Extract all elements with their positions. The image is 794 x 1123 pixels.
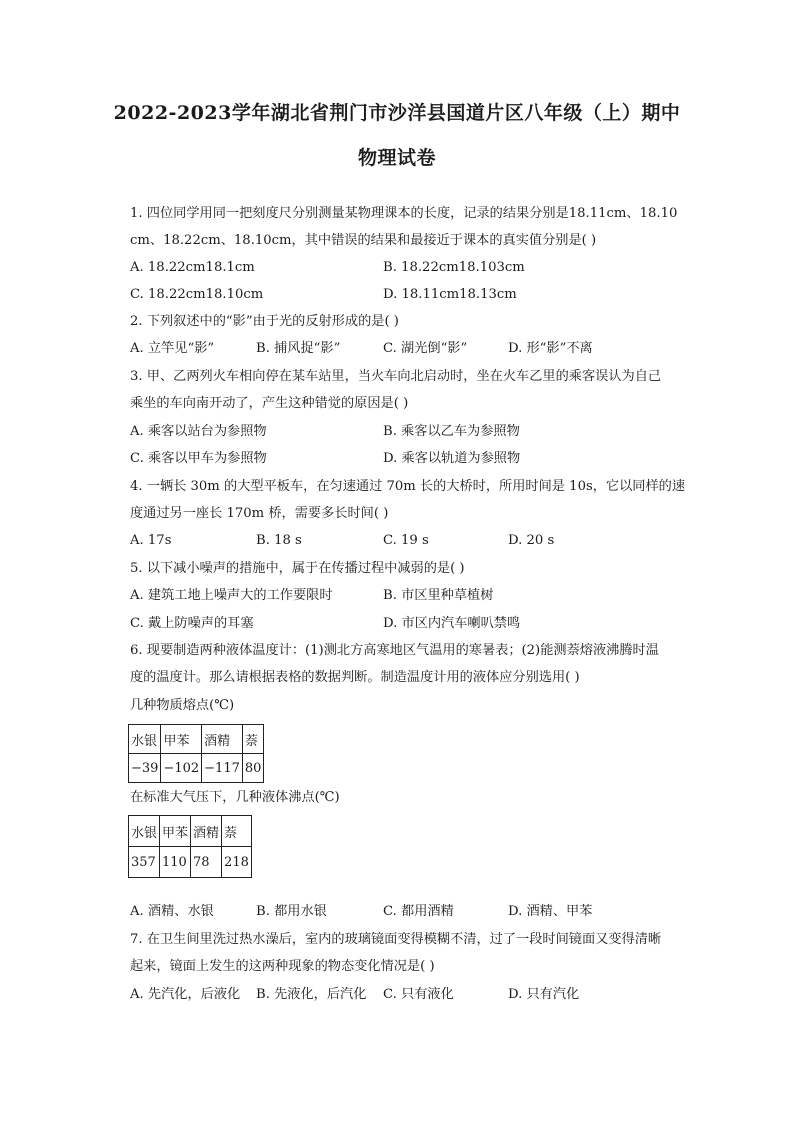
q4-option-d: D. 20 s [508,533,555,548]
table-cell: 水银 [129,816,160,847]
q7-option-c: C. 只有液化 [383,987,454,1002]
q6-table1-caption: 几种物质熔点(℃) [130,698,235,713]
q7-stem-line2: 起来，镜面上发生的这两种现象的物态变化情况是( ) [130,959,435,974]
q4-option-a: A. 17s [130,533,172,548]
table-row [129,847,252,878]
table-cell: 甲苯 [161,725,202,754]
table-cell: 78 [191,847,222,878]
table-cell: 水银 [129,725,161,754]
q2-option-b: B. 捕风捉“影” [256,341,341,356]
q1-stem-line1: 1. 四位同学用同一把刻度尺分别测量某物理课本的长度，记录的结果分别是18.11cm、18.10 [130,206,678,221]
q5-stem: 5. 以下减小噪声的措施中，属于在传播过程中减弱的是( ) [130,561,465,576]
q3-option-b: B. 乘客以乙车为参照物 [383,424,520,439]
boiling-point-table [128,815,252,878]
q7-option-d: D. 只有汽化 [508,987,580,1002]
q6-option-c: C. 都用酒精 [383,904,454,919]
q7-stem-line1: 7. 在卫生间里洗过热水澡后，室内的玻璃镜面变得模糊不清，过了一段时间镜面又变得清晰 [130,932,662,947]
exam-title-line1: 2022-2023学年湖北省荆门市沙洋县国道片区八年级（上）期中 [113,102,681,124]
table-cell: 酒精 [191,816,222,847]
q1-option-c: C. 18.22cm18.10cm [130,287,264,302]
q4-option-c: C. 19 s [383,533,429,548]
q7-option-a: A. 先汽化，后液化 [130,987,241,1002]
q1-option-d: D. 18.11cm18.13cm [383,287,517,302]
table-cell: 萘 [242,725,264,754]
q7-option-b: B. 先液化，后汽化 [256,987,367,1002]
q2-option-d: D. 形“影”不离 [508,341,593,356]
q6-table2-caption: 在标准大气压下，几种液体沸点(℃) [130,790,340,805]
q2-stem: 2. 下列叙述中的“影”由于光的反射形成的是( ) [130,314,399,329]
q5-option-d: D. 市区内汽车喇叭禁鸣 [383,616,521,631]
table-cell: 酒精 [202,725,243,754]
exam-title-line2: 物理试卷 [357,147,436,169]
q3-option-d: D. 乘客以轨道为参照物 [383,451,521,466]
table-row [129,725,264,754]
table-cell: 萘 [222,816,252,847]
q6-option-d: D. 酒精、甲苯 [508,904,593,919]
table-cell: 110 [160,847,191,878]
q3-stem-line2: 乘坐的车向南开动了，产生这种错觉的原因是( ) [130,396,409,411]
table-cell: −117 [202,754,243,783]
table-cell: −102 [161,754,202,783]
table-cell: 218 [222,847,252,878]
q2-option-c: C. 湖光倒“影” [383,341,468,356]
q6-option-a: A. 酒精、水银 [130,904,214,919]
q4-option-b: B. 18 s [256,533,302,548]
q6-stem-line2: 度的温度计。那么请根据表格的数据判断。制造温度计用的液体应分别选用( ) [130,670,580,685]
q1-stem-line2: cm、18.22cm、18.10cm，其中错误的结果和最接近于课本的真实值分别是( ) [130,233,597,248]
table-cell: 357 [129,847,160,878]
q3-option-a: A. 乘客以站台为参照物 [130,424,267,439]
q5-option-a: A. 建筑工地上噪声大的工作要限时 [130,588,333,603]
table-row [129,816,252,847]
q3-stem-line1: 3. 甲、乙两列火车相向停在某车站里，当火车向北启动时，坐在火车乙里的乘客误认为自己 [130,369,662,384]
q3-option-c: C. 乘客以甲车为参照物 [130,451,267,466]
table-cell: 80 [242,754,264,783]
q4-stem-line1: 4. 一辆长 30m 的大型平板车，在匀速通过 70m 长的大桥时，所用时间是 10s，它以同样的速 [130,479,686,494]
table-cell: 甲苯 [160,816,191,847]
q5-option-b: B. 市区里种草植树 [383,588,494,603]
q1-option-a: A. 18.22cm18.1cm [130,260,255,275]
q4-stem-line2: 度通过另一座长 170m 桥，需要多长时间( ) [130,506,389,521]
q1-option-b: B. 18.22cm18.103cm [383,260,525,275]
q2-option-a: A. 立竿见“影” [130,341,215,356]
q6-stem-line1: 6. 现要制造两种液体温度计：(1)测北方高寒地区气温用的寒暑表；(2)能测萘熔液沸腾时温 [130,643,659,658]
table-row [129,754,264,783]
q6-option-b: B. 都用水银 [256,904,327,919]
q5-option-c: C. 戴上防噪声的耳塞 [130,616,254,631]
table-cell: −39 [129,754,161,783]
melting-point-table [128,724,264,783]
